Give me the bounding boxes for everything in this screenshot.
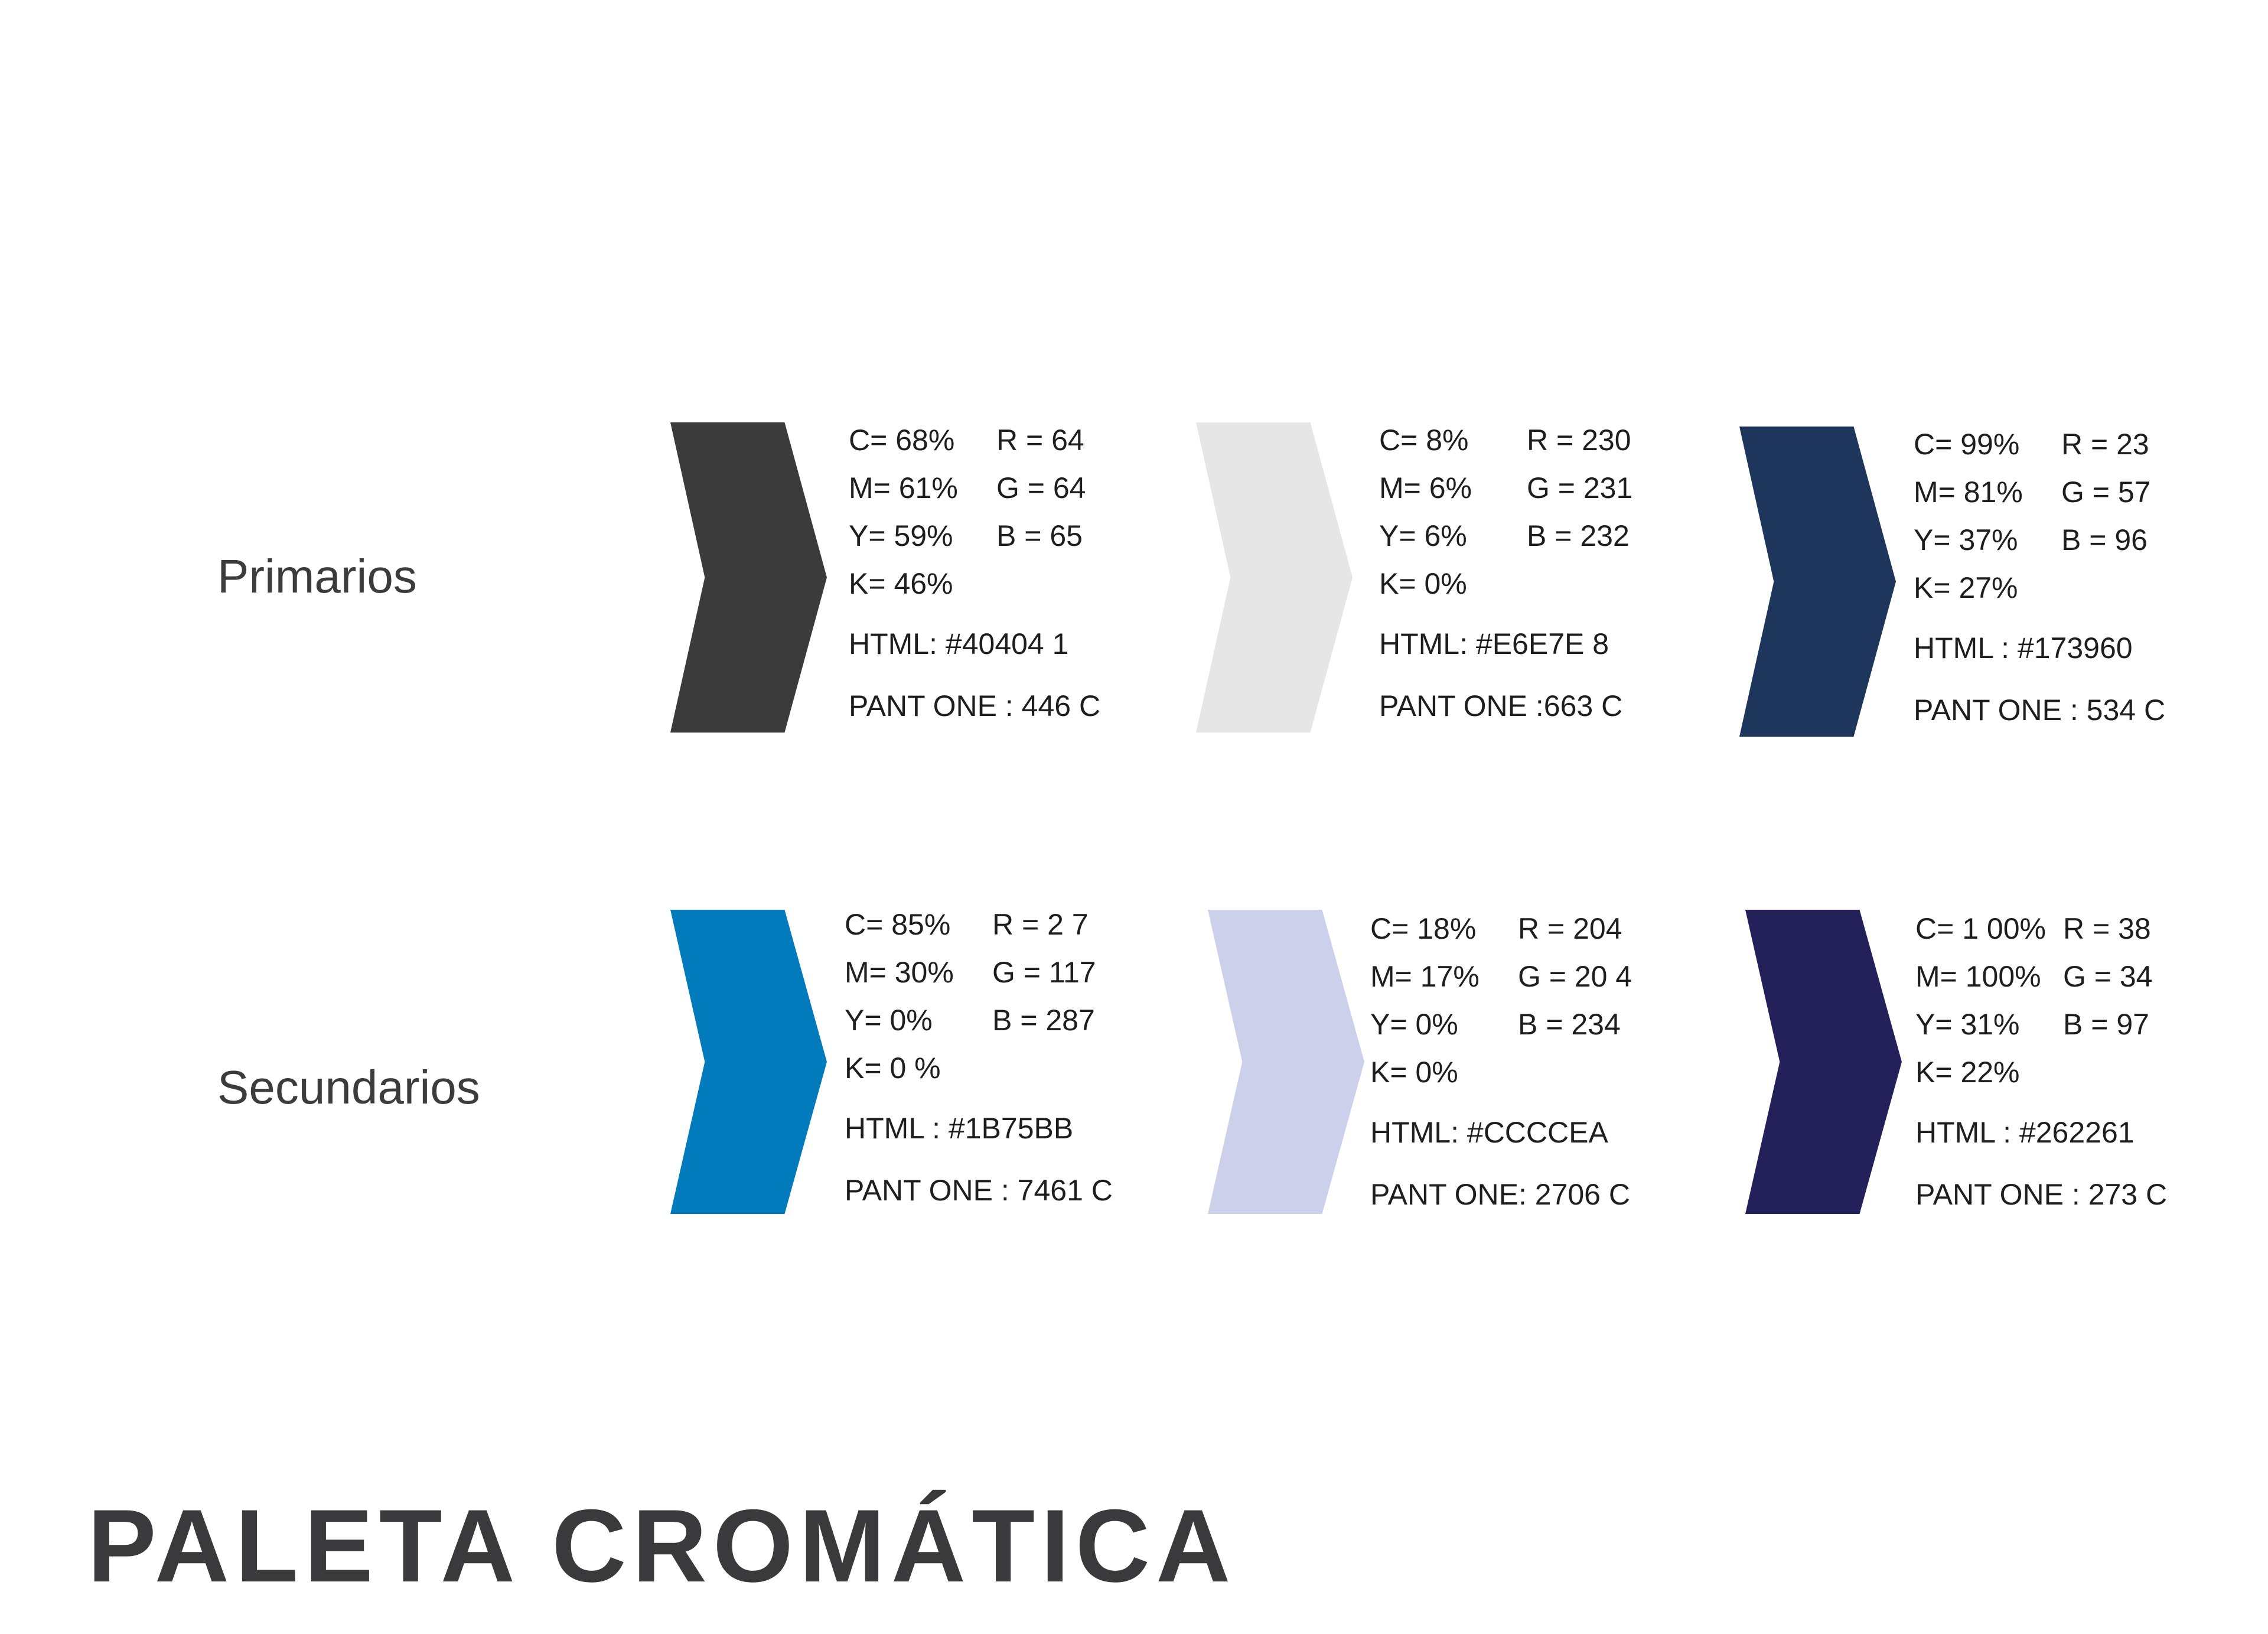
html-hex-code: HTML: #40404 1 [849,627,1069,660]
color-swatch-chevron [670,422,827,733]
color-swatch-chevron [1196,422,1353,733]
color-swatch-chevron [1745,910,1902,1214]
rgb-red: R = 230 [1527,424,1631,457]
cmyk-key: K= 0% [1379,567,1467,600]
rgb-red: R = 38 [2063,912,2151,945]
cmyk-magenta: M= 61% [849,471,958,504]
cmyk-key: K= 22% [1915,1056,2020,1089]
cmyk-yellow: Y= 6% [1379,519,1467,552]
cmyk-yellow: Y= 59% [849,519,953,552]
cmyk-magenta: M= 100% [1915,960,2041,993]
cmyk-key: K= 46% [849,567,953,600]
rgb-green: G = 231 [1527,471,1633,504]
rgb-blue: B = 287 [992,1004,1095,1037]
rgb-blue: B = 65 [996,519,1083,552]
pantone-code: PANT ONE: 2706 C [1370,1178,1630,1211]
cmyk-cyan: C= 99% [1914,428,2020,461]
cmyk-cyan: C= 8% [1379,424,1469,457]
rgb-green: G = 34 [2063,960,2153,993]
color-swatch-chevron [670,910,827,1214]
cmyk-key: K= 27% [1914,571,2018,604]
cmyk-key: K= 0% [1370,1056,1458,1089]
cmyk-cyan: C= 1 00% [1915,912,2046,945]
pantone-code: PANT ONE : 7461 C [845,1174,1113,1207]
pantone-code: PANT ONE : 446 C [849,689,1101,722]
page-title: PALETA CROMÁTICA [87,1489,1237,1604]
rgb-red: R = 23 [2061,428,2149,461]
cmyk-magenta: M= 81% [1914,476,2023,509]
rgb-red: R = 2 7 [992,908,1089,941]
cmyk-yellow: Y= 0% [1370,1008,1458,1041]
html-hex-code: HTML: #E6E7E 8 [1379,627,1609,660]
rgb-red: R = 204 [1518,912,1622,945]
row-label-secundarios: Secundarios [217,1061,480,1114]
cmyk-key: K= 0 % [845,1052,941,1085]
html-hex-code: HTML : #173960 [1914,632,2133,665]
cmyk-yellow: Y= 37% [1914,523,2018,556]
cmyk-cyan: C= 85% [845,908,951,941]
rgb-blue: B = 234 [1518,1008,1621,1041]
pantone-code: PANT ONE : 273 C [1915,1178,2168,1211]
rgb-blue: B = 97 [2063,1008,2149,1041]
rgb-green: G = 20 4 [1518,960,1632,993]
rgb-green: G = 64 [996,471,1086,504]
html-hex-code: HTML : #1B75BB [845,1112,1074,1145]
color-swatch-chevron [1208,910,1364,1214]
cmyk-yellow: Y= 0% [845,1004,933,1037]
rgb-green: G = 117 [992,956,1096,989]
cmyk-cyan: C= 18% [1370,912,1477,945]
rgb-blue: B = 96 [2061,523,2148,556]
rgb-blue: B = 232 [1527,519,1630,552]
html-hex-code: HTML: #CCCCEA [1370,1116,1608,1149]
cmyk-yellow: Y= 31% [1915,1008,2020,1041]
color-swatch-chevron [1739,427,1896,737]
html-hex-code: HTML : #262261 [1915,1116,2135,1149]
cmyk-magenta: M= 17% [1370,960,1480,993]
pantone-code: PANT ONE :663 C [1379,689,1623,722]
pantone-code: PANT ONE : 534 C [1914,694,2166,727]
rgb-green: G = 57 [2061,476,2151,509]
rgb-red: R = 64 [996,424,1084,457]
row-label-primarios: Primarios [217,550,417,603]
cmyk-magenta: M= 6% [1379,471,1472,504]
cmyk-magenta: M= 30% [845,956,954,989]
cmyk-cyan: C= 68% [849,424,955,457]
